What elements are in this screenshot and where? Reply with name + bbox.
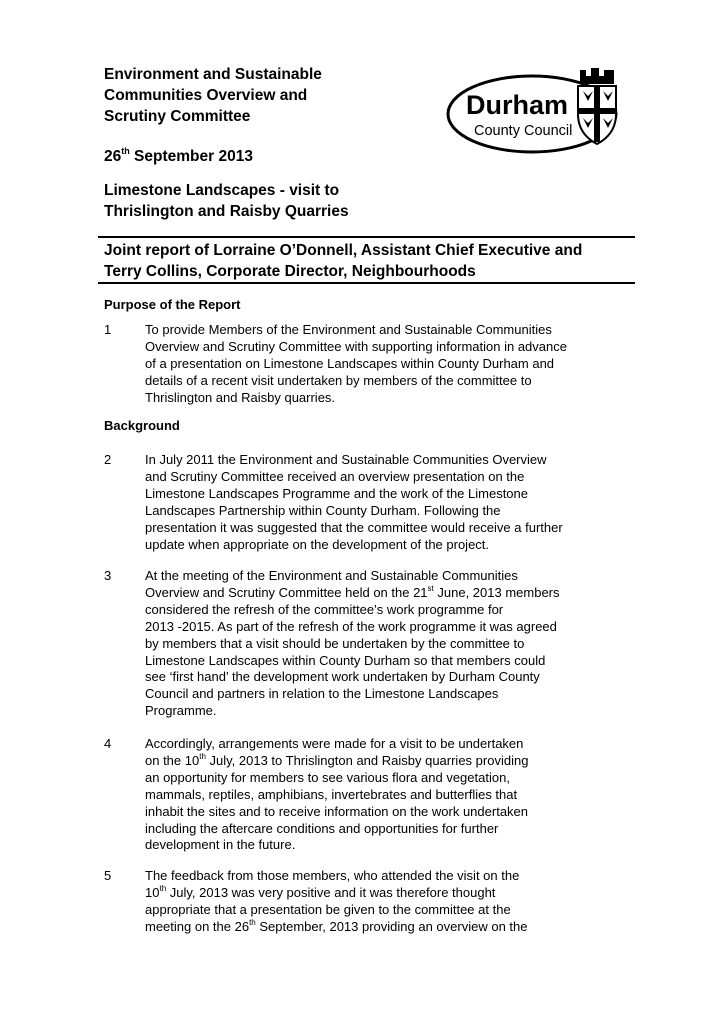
line-text: on the 10 <box>145 752 200 768</box>
paragraph-line: Overview and Scrutiny Committee with supporting information in advance <box>145 338 567 354</box>
paragraph-line: Programme. <box>145 703 217 719</box>
paragraph-number: 2 <box>104 452 112 467</box>
line-text: July, 2013 was very positive and it was therefore thought <box>166 884 496 900</box>
paragraph-line <box>145 885 634 902</box>
paragraph-line: see ‘first hand’ the development work undertaken by Durham County <box>145 669 540 685</box>
paragraph-line: Thrislington and Raisby quarries. <box>145 389 336 405</box>
paragraph-line: appropriate that a presentation be given to the committee at the <box>145 901 511 917</box>
line-text: Overview and Scrutiny Committee held on the 21 <box>145 584 428 600</box>
line-text: September, 2013 providing an overview on the <box>255 918 528 934</box>
background-heading: Background <box>104 418 180 433</box>
paragraph-number: 3 <box>104 568 112 583</box>
paragraph-number: 4 <box>104 736 112 751</box>
date-month-year: September 2013 <box>129 148 253 165</box>
paragraph-line: inhabit the sites and to receive information on the work undertaken <box>145 803 529 819</box>
paragraph-line: Landscapes Partnership within County Durham. Following the <box>145 502 501 518</box>
line-text: June, 2013 members <box>433 584 560 600</box>
paragraph-line: Council and partners in relation to the Limestone Landscapes <box>145 686 499 702</box>
paragraph-line: details of a recent visit undertaken by members of the committee to <box>145 372 532 388</box>
ordinal-suffix: st <box>427 583 434 593</box>
paragraph-line: Limestone Landscapes within County Durham so that members could <box>145 652 546 668</box>
paragraph-line: by members that a visit should be undertaken by the committee to <box>145 635 525 651</box>
paragraph-5 <box>104 868 634 936</box>
joint-report-line: Terry Collins, Corporate Director, Neighbourhoods <box>104 263 476 280</box>
paragraph-line: an opportunity for members to see various flora and vegetation, <box>145 769 510 785</box>
committee-title <box>104 64 434 127</box>
paragraph-line <box>145 919 634 936</box>
paragraph-line: and Scrutiny Committee received an overview presentation on the <box>145 468 525 484</box>
paragraph-number: 5 <box>104 868 112 883</box>
crown-icon <box>580 68 614 84</box>
paragraph-line: presentation it was suggested that the committee would receive a further <box>145 519 563 535</box>
report-subject <box>104 180 524 222</box>
paragraph-line <box>145 753 634 770</box>
paragraph-line: mammals, reptiles, amphibians, invertebrates and butterflies that <box>145 786 518 802</box>
committee-title-line: Environment and Sustainable <box>104 66 322 83</box>
ordinal-suffix: th <box>199 751 206 761</box>
joint-report-line: Joint report of Lorraine O’Donnell, Assistant Chief Executive and <box>104 242 583 259</box>
bottom-divider <box>98 282 635 284</box>
paragraph-2 <box>104 452 634 553</box>
paragraph-line: development in the future. <box>145 837 296 853</box>
committee-title-line: Communities Overview and <box>104 87 308 104</box>
subject-line: Thrislington and Raisby Quarries <box>104 203 349 220</box>
paragraph-line: update when appropriate on the development of the project. <box>145 536 490 552</box>
paragraph-line: The feedback from those members, who attended the visit on the <box>145 868 520 883</box>
joint-report-authors <box>104 240 634 282</box>
date-suffix: th <box>121 146 130 156</box>
paragraph-3 <box>104 568 634 720</box>
ordinal-suffix: th <box>159 883 167 893</box>
subject-line: Limestone Landscapes - visit to <box>104 182 340 199</box>
coat-of-arms-icon <box>578 86 616 144</box>
paragraph-line <box>145 585 634 602</box>
logo-wordmark: Durham <box>466 90 569 120</box>
paragraph-line: considered the refresh of the committee’s work programme for <box>145 601 504 617</box>
paragraph-number: 1 <box>104 322 112 337</box>
logo-subtitle: County Council <box>474 123 573 139</box>
paragraph-1 <box>104 322 634 407</box>
paragraph-4 <box>104 736 634 854</box>
line-text: meeting on the 26 <box>145 918 250 934</box>
paragraph-line: of a presentation on Limestone Landscapes within County Durham and <box>145 355 555 371</box>
line-text: July, 2013 to Thrislington and Raisby quarries providing <box>205 752 529 768</box>
date-day: 26 <box>104 148 122 165</box>
line-text: 10 <box>145 884 160 900</box>
paragraph-line: including the aftercare conditions and opportunities for further <box>145 820 499 836</box>
paragraph-line: At the meeting of the Environment and Sustainable Communities <box>145 568 518 583</box>
paragraph-line: To provide Members of the Environment and Sustainable Communities <box>145 322 552 337</box>
paragraph-line: Accordingly, arrangements were made for a visit to be undertaken <box>145 736 524 751</box>
purpose-heading: Purpose of the Report <box>104 297 241 312</box>
paragraph-line: 2013 -2015. As part of the refresh of the work programme it was agreed <box>145 618 557 634</box>
paragraph-line: Limestone Landscapes Programme and the work of the Limestone <box>145 485 528 501</box>
durham-county-council-logo <box>446 64 632 156</box>
committee-title-line: Scrutiny Committee <box>104 108 251 125</box>
ordinal-suffix: th <box>249 917 256 927</box>
paragraph-line: In July 2011 the Environment and Sustainable Communities Overview <box>145 452 547 467</box>
meeting-date <box>104 146 253 167</box>
top-divider <box>98 236 635 238</box>
